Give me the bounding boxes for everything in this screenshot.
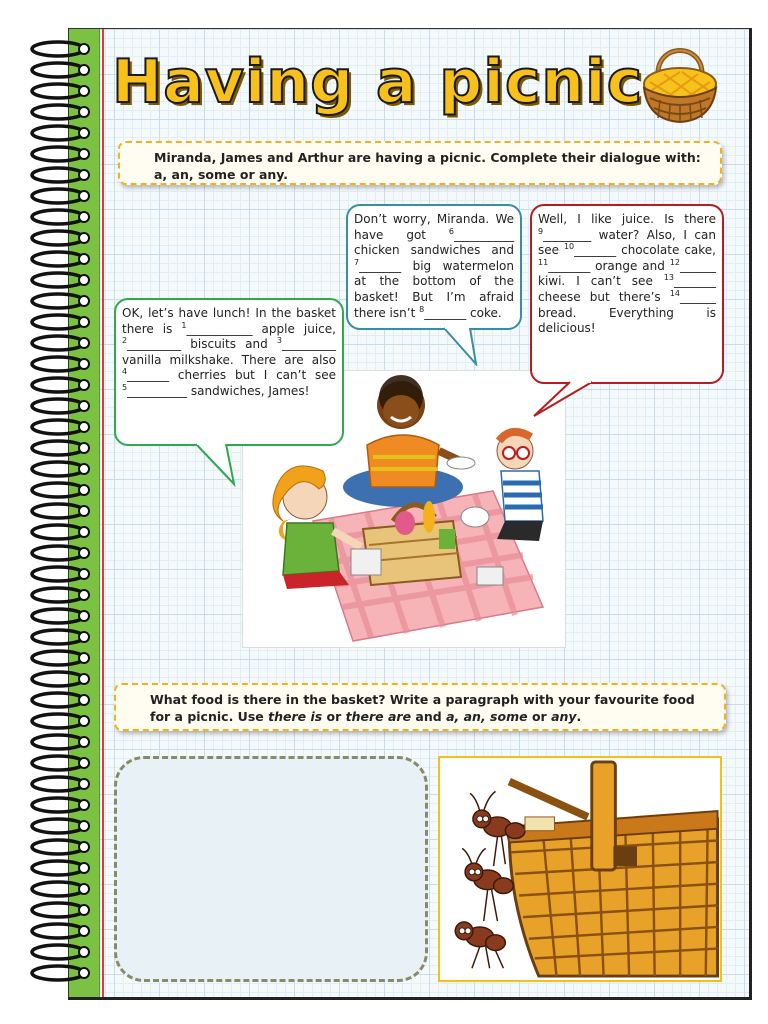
spiral-ring [28, 775, 96, 793]
spiral-ring [28, 880, 96, 898]
instruction-banner-2 [114, 683, 726, 731]
spiral-ring [28, 649, 96, 667]
instruction-banner-1 [118, 141, 722, 185]
bubble-tail-blue [440, 326, 500, 366]
period: . [576, 709, 582, 724]
word-or: or [527, 709, 552, 724]
spiral-ring [28, 376, 96, 394]
spiral-ring [28, 334, 96, 352]
blank-10: _______ chocolate cake, [574, 243, 716, 258]
ants-basket-illustration [438, 756, 722, 982]
spiral-ring [28, 481, 96, 499]
blank-6: __________ chicken sandwiches and [354, 227, 514, 258]
blank-1: ___________ apple juice, [186, 321, 336, 336]
spiral-ring [28, 355, 96, 373]
phrase-any: any [551, 709, 577, 724]
blank-number: 5 [122, 382, 128, 392]
spiral-ring [28, 691, 96, 709]
spiral-ring [28, 922, 96, 940]
spiral-ring [28, 607, 96, 625]
blank-11: _______ orange and [548, 258, 670, 273]
spiral-ring [28, 670, 96, 688]
spiral-ring [28, 964, 96, 982]
spiral-ring [28, 733, 96, 751]
blank-13: _______ cheese but there’s [538, 274, 716, 304]
spiral-ring [28, 61, 96, 79]
phrase-there-are: there are [345, 709, 412, 724]
spiral-ring [28, 901, 96, 919]
blank-number: 4 [122, 367, 128, 377]
spiral-ring [28, 565, 96, 583]
instruction-text-1: Miranda, James and Arthur are having a picnic. Complete their dialogue with: a, an, some or any. [154, 150, 701, 182]
dialogue-text: Well, I like juice. Is there [538, 212, 716, 226]
blank-number: 2 [122, 336, 128, 346]
spiral-ring [28, 250, 96, 268]
spiral-ring [28, 586, 96, 604]
spiral-ring [28, 40, 96, 58]
spiral-ring [28, 628, 96, 646]
blank-4: _______ cherries but I can’t see [127, 368, 336, 383]
picnic-basket-icon [636, 36, 724, 128]
spiral-ring [28, 838, 96, 856]
blank-9: ________ water? Also, I can see [538, 227, 716, 258]
spiral-ring [28, 523, 96, 541]
spiral-ring [28, 796, 96, 814]
blank-7: _______ big watermelon at the bottom of the basket! But I’m afraid there isn’t [354, 258, 514, 320]
spiral-ring [28, 544, 96, 562]
spiral-binding [28, 40, 98, 990]
spiral-ring [28, 271, 96, 289]
phrase-there-is: there is [268, 709, 323, 724]
blank-8: _______ coke. [424, 305, 502, 320]
blank-2: _________ biscuits and [127, 337, 277, 352]
blank-number: 11 [538, 257, 549, 267]
speech-bubble-miranda [114, 298, 344, 446]
spiral-ring [28, 229, 96, 247]
spiral-ring [28, 859, 96, 877]
dialogue-text: Don’t worry, Miranda. We have got [354, 212, 514, 242]
speech-bubble-arthur [530, 204, 724, 384]
spiral-ring [28, 292, 96, 310]
spiral-ring [28, 817, 96, 835]
blank-12: ______ kiwi. I can’t see [538, 258, 716, 289]
blank-number: 7 [354, 257, 360, 267]
spiral-ring [28, 145, 96, 163]
blank-number: 14 [669, 288, 680, 298]
spiral-ring [28, 418, 96, 436]
word-and: and [411, 709, 447, 724]
instruction-text-2: What food is there in the basket? Write a paragraph with your favourite food for a picnic. Use [150, 692, 695, 724]
blank-number: 10 [563, 242, 575, 252]
spiral-ring [28, 439, 96, 457]
spiral-ring [28, 187, 96, 205]
blank-3: _________ vanilla milkshake. There are also [122, 337, 336, 367]
spiral-ring [28, 103, 96, 121]
bubble-tail-red [530, 380, 600, 420]
page-title: Having a picnic [112, 47, 644, 117]
spiral-ring [28, 754, 96, 772]
blank-number: 3 [276, 336, 282, 346]
blank-number: 6 [448, 226, 454, 236]
blank-number: 1 [181, 320, 187, 330]
spiral-ring [28, 313, 96, 331]
spiral-ring [28, 82, 96, 100]
spiral-ring [28, 460, 96, 478]
speech-bubble-james [346, 204, 522, 330]
spiral-ring [28, 712, 96, 730]
blank-number: 9 [538, 226, 544, 236]
dialogue-text: OK, let’s have lunch! In the basket there is [122, 306, 336, 336]
blank-14: ______ bread. Everything is delicious! [538, 289, 716, 336]
blank-number: 13 [663, 273, 674, 283]
bubble-tail-green [194, 442, 240, 488]
spiral-ring [28, 502, 96, 520]
spiral-ring [28, 208, 96, 226]
phrase-a-an: a, an, [446, 709, 486, 724]
spiral-ring [28, 124, 96, 142]
word-or: or [322, 709, 346, 724]
blank-number: 8 [419, 304, 425, 314]
writing-area[interactable] [114, 756, 428, 982]
spiral-ring [28, 166, 96, 184]
spiral-ring [28, 943, 96, 961]
red-margin-line [102, 29, 104, 997]
blank-5: __________ sandwiches, James! [127, 383, 310, 398]
blank-number: 12 [669, 257, 680, 267]
phrase-some: some [485, 709, 528, 724]
spiral-ring [28, 397, 96, 415]
